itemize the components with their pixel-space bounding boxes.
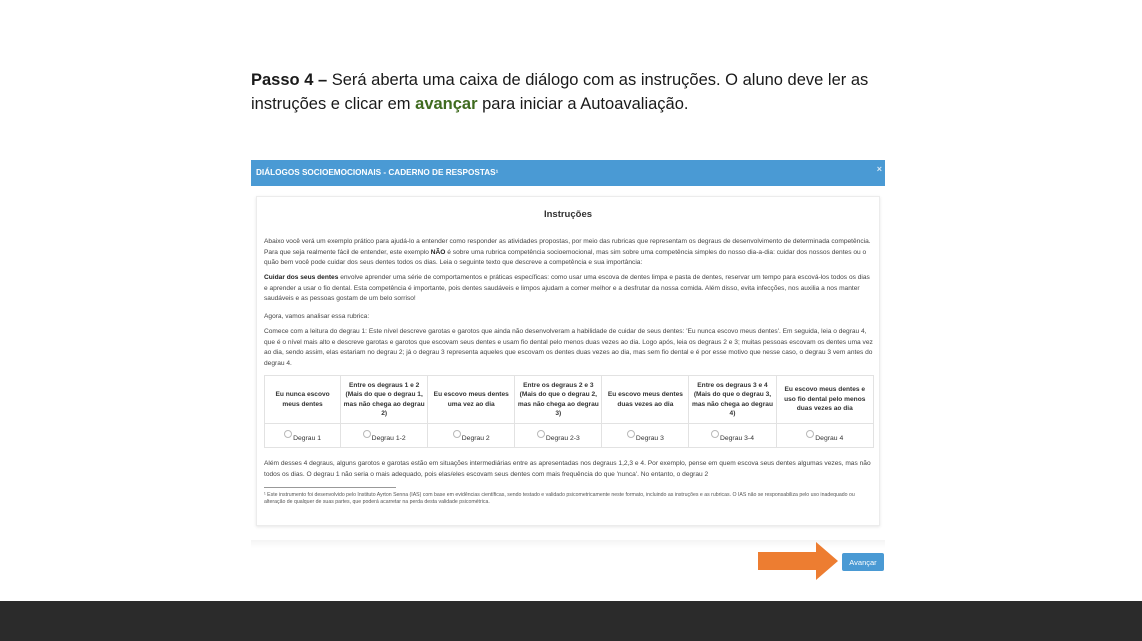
- dialog-footer-separator: [251, 540, 885, 548]
- bottom-bar: [0, 601, 1142, 641]
- teeth-bold: Cuidar dos seus dentes: [264, 274, 339, 281]
- rubric-option-3[interactable]: [602, 424, 689, 448]
- footnote: ¹ Este instrumento foi desenvolvido pelo Instituto Ayrton Senna (IAS) com base em evidências científicas, sendo testado e validado psicometricamente neste formato, incluindo as instruções e as rubricas. O IAS não se responsabiliza pelo uso inadequado ou alteração de qualquer de suas partes, que poderá acarretar na perda desta validade psicométrica.: [264, 492, 855, 506]
- option-label: Degrau 1: [293, 434, 322, 442]
- dialog-body[interactable]: [256, 196, 880, 526]
- rubric-option-2[interactable]: [428, 424, 515, 448]
- dialog-header: [251, 160, 885, 186]
- step-instruction: [251, 68, 887, 116]
- footnote-divider: [264, 487, 396, 488]
- intro-text: Abaixo você verá um exemplo prático para ajudá-lo a entender como responder as atividades propostas, por meio das rubricas que representam os degraus de desenvolvimento de determinada competência. Para que seja realmente fácil de entender, este exemplo: [264, 238, 871, 256]
- radio-icon[interactable]: [537, 430, 545, 438]
- step-highlight: avançar: [415, 95, 478, 113]
- radio-icon[interactable]: [627, 430, 635, 438]
- teeth-rest: envolve aprender uma série de comportamentos e práticas específicas: como usar uma escova de dentes limpa e pasta de dentes, reservar um tempo para escová-los todos os dias e aprender a usar o fio dental. Esta competência é importante, pois dentes saudáveis e limpos ajudam a comer melhor e a desfrutar da nossa comida. Além disso, evita infecções, nos auxilia a nos manter saudáveis e as pessoas gostam de um belo sorriso!: [264, 274, 870, 302]
- step-text-before: Será aberta uma caixa de diálogo com as instruções. O aluno deve ler as instruções e clicar em: [251, 71, 869, 113]
- radio-icon[interactable]: [453, 430, 461, 438]
- option-label: Degrau 2: [461, 434, 490, 442]
- radio-icon[interactable]: [806, 430, 814, 438]
- dialog-title: DIÁLOGOS SOCIOEMOCIONAIS - CADERNO DE RESPOSTAS¹: [256, 168, 499, 177]
- intermediate-paragraph: Além desses 4 degraus, alguns garotos e garotas estão em situações intermediárias entre as apresentadas nos degraus 1,2,3 e 4. Por exemplo, pense em quem escova seus dentes algumas vezes, mas não todos os dias. O degrau 1 não seria o mais adequado, pois elas/eles escovam seus dentes com mais frequência do que 'nunca'. No entanto, o degrau 2: [264, 460, 871, 478]
- rubric-option-3-4[interactable]: [689, 424, 776, 448]
- rubric-header: Eu escovo meus dentes duas vezes ao dia: [602, 376, 689, 424]
- rubric-header-row: [265, 376, 874, 424]
- rubric-header: Eu nunca escovo meus dentes: [265, 376, 341, 424]
- step-text-after: para iniciar a Autoavaliação.: [477, 95, 689, 113]
- rubric-header: Entre os degraus 1 e 2 (Mais do que o degrau 1, mas não chega ao degrau 2): [341, 376, 428, 424]
- rubric-option-1[interactable]: [265, 424, 341, 448]
- intro-bold: NÃO: [430, 248, 446, 256]
- option-label: Degrau 1-2: [371, 434, 406, 442]
- option-label: Degrau 3-4: [719, 434, 754, 442]
- rubric-header: Entre os degraus 3 e 4 (Mais do que o degrau 3, mas não chega ao degrau 4): [689, 376, 776, 424]
- analyze-paragraph: Agora, vamos analisar essa rubrica:: [264, 313, 370, 320]
- arrow-icon: [758, 552, 818, 570]
- close-icon[interactable]: ×: [876, 164, 882, 174]
- instructions-title: Instruções: [543, 209, 593, 220]
- intro-paragraph: [264, 237, 874, 269]
- option-label: Degrau 4: [815, 434, 844, 442]
- option-label: Degrau 3: [635, 434, 664, 442]
- radio-icon[interactable]: [284, 430, 292, 438]
- radio-icon[interactable]: [711, 430, 719, 438]
- option-label: Degrau 2-3: [545, 434, 580, 442]
- step-label: Passo 4 –: [251, 71, 328, 89]
- advance-button[interactable]: Avançar: [842, 553, 884, 571]
- rubric-option-2-3[interactable]: [515, 424, 602, 448]
- rubric-option-1-2[interactable]: [341, 424, 428, 448]
- rubric-table: [264, 375, 874, 448]
- rubric-option-4[interactable]: [776, 424, 873, 448]
- rubric-header: Entre os degraus 2 e 3 (Mais do que o degrau 2, mas não chega ao degrau 3): [515, 376, 602, 424]
- teeth-paragraph: [264, 273, 874, 305]
- arrow-head-icon: [816, 542, 838, 580]
- rubric-options-row: [265, 424, 874, 448]
- radio-icon[interactable]: [363, 430, 371, 438]
- reading-paragraph: Comece com a leitura do degrau 1: Este nível descreve garotas e garotos que ainda não desenvolveram a habilidade de cuidar de seus dentes: 'Eu nunca escovo meus dentes'. Em seguida, leia o degrau 4, que é o nível mais alto e descreve garotas e garotos que escovam seus dentes e usam fio dental pelo menos duas vezes ao dia. Logo após, leia os degraus 2 e 3; muitas pessoas escovam os dentes uma vez ao dia, sendo assim, elas estariam no degrau 2; já o degrau 3 representa aqueles que escovam os dentes duas vezes ao dia, mas sem fio dental e é por esse motivo que nesse caso, o degrau 3 vem antes do degrau 4.: [264, 328, 873, 367]
- intro-rest: é sobre uma rubrica competência socioemocional, mas sim sobre uma competência simples do nosso dia-a-dia: cuidar dos nossos dentes ou o quão bem você pode cuidar dos seus dentes todos os dias. Leia o seguinte texto que descreve a competência e sua importância:: [264, 248, 867, 266]
- rubric-header: Eu escovo meus dentes e uso fio dental pelo menos duas vezes ao dia: [776, 376, 873, 424]
- rubric-header: Eu escovo meus dentes uma vez ao dia: [428, 376, 515, 424]
- instructions-dialog: [251, 160, 885, 584]
